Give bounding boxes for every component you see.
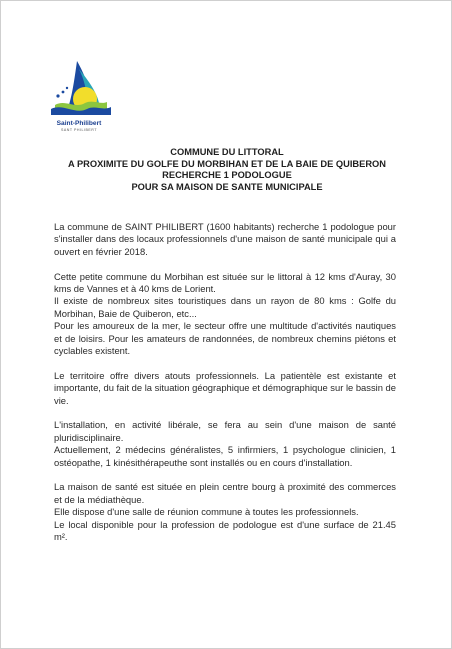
installation-text: L'installation, en activité libérale, se fera au sein d'une maison de santé pluridisciplinaire. xyxy=(54,419,396,443)
paragraph-premises xyxy=(54,481,396,543)
heading-line-4: POUR SA MAISON DE SANTE MUNICIPALE xyxy=(131,182,323,193)
logo-subtitle: SANT PHILIBERT xyxy=(60,128,98,132)
leisure-text: Pour les amoureux de la mer, le secteur offre une multitude d'activités nautiques et de loisirs. Pour les amateurs de randonnées, de nombreux chemins piétons et cyclables existent. xyxy=(54,320,396,357)
logo-name: Saint-Philibert xyxy=(56,120,102,127)
commune-logo xyxy=(41,59,117,139)
heading-line-2: A PROXIMITE DU GOLFE DU MORBIHAN ET DE LA BAIE DE QUIBERON xyxy=(68,158,386,169)
heading-line-1: COMMUNE DU LITTORAL xyxy=(170,147,284,157)
meeting-room-text: Elle dispose d'une salle de réunion commune à toutes les professionnels. xyxy=(54,506,359,518)
announcement-heading xyxy=(41,147,413,194)
premises-location-text: La maison de santé est située en plein centre bourg à proximité des commerces et de la médiathèque. xyxy=(54,481,396,505)
surface-text: Le local disponible pour la profession de podologue est d'une surface de 21.45 m². xyxy=(54,518,396,543)
practitioners-text: Actuellement, 2 médecins généralistes, 5 infirmiers, 1 psychologue clinicien, 1 ostéopathe, 1 kinésithérapeuthe sont installés ou en cours d'installation. xyxy=(54,444,396,468)
announcement-body xyxy=(54,221,396,544)
paragraph-location xyxy=(54,271,396,358)
sailboat-logo-icon xyxy=(41,59,117,119)
tourism-text: Il existe de nombreux sites touristiques dans un rayon de 80 kms : Golfe du Morbihan, Baie de Quiberon, etc... xyxy=(54,295,396,319)
paragraph-intro: La commune de SAINT PHILIBERT (1600 habitants) recherche 1 podologue pour s'installer dans des locaux professionnels d'une maison de santé municipale qui a ouvert en février 2018. xyxy=(54,221,396,257)
heading-line-3: RECHERCHE 1 PODOLOGUE xyxy=(162,170,292,181)
paragraph-installation xyxy=(54,419,396,469)
location-text: Cette petite commune du Morbihan est située sur le littoral à 12 kms d'Auray, 30 kms de Vannes et à 40 kms de Lorient. xyxy=(54,270,396,295)
paragraph-assets: Le territoire offre divers atouts professionnels. La patientèle est existante et importante, du fait de la situation géographique et démographique sur le bassin de vie. xyxy=(54,369,396,406)
